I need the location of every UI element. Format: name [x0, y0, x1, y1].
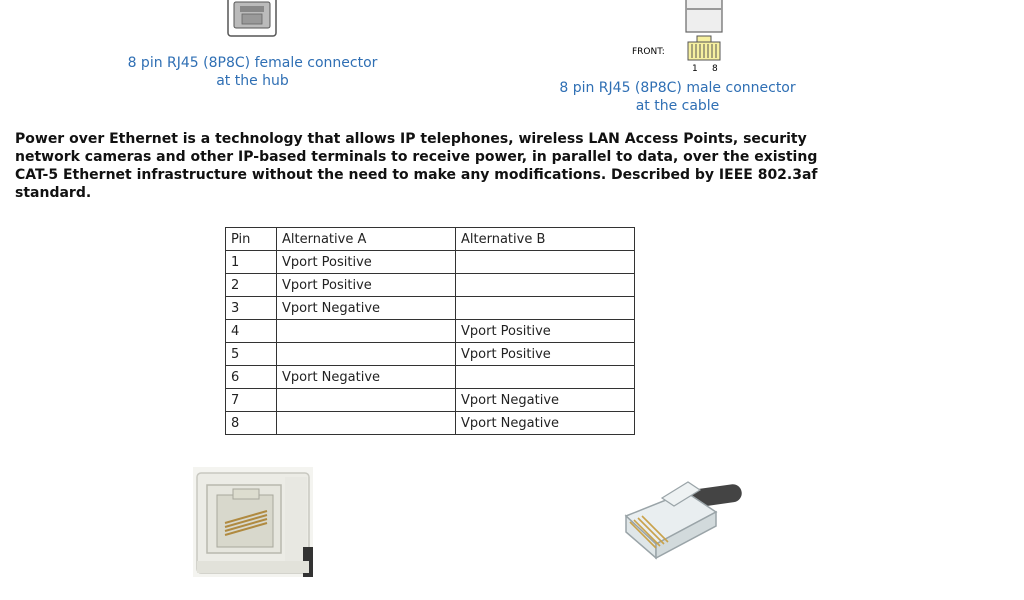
pin-assignment-table [225, 227, 635, 435]
cell-pin: 8 [226, 412, 277, 435]
female-connector-caption [110, 54, 395, 90]
cell-alt-a: Vport Positive [277, 251, 456, 274]
cell-alt-a: Vport Positive [277, 274, 456, 297]
poe-description: Power over Ethernet is a technology that allows IP telephones, wireless LAN Access Points, security network cameras and other IP-based terminals to receive power, in parallel to data, over the existing CAT-5 Ethernet infrastructure without the need to make any modifications. Described by IEEE 802.3af standard. [15, 131, 818, 201]
cell-alt-a: Vport Negative [277, 297, 456, 320]
table-header-row [226, 228, 635, 251]
header-pin: Pin [226, 228, 277, 251]
cell-alt-b: Vport Negative [456, 389, 635, 412]
cell-pin: 1 [226, 251, 277, 274]
female-caption-line2: at the hub [216, 73, 289, 89]
table-row [226, 412, 635, 435]
male-caption-line1: 8 pin RJ45 (8P8C) male connector [559, 80, 796, 96]
cell-pin: 4 [226, 320, 277, 343]
cell-alt-b [456, 251, 635, 274]
cell-alt-a [277, 343, 456, 366]
cell-alt-b: Vport Positive [456, 320, 635, 343]
table-row [226, 274, 635, 297]
pin-label-first: 1 [692, 64, 698, 74]
header-alternative-b: Alternative B [456, 228, 635, 251]
table-row [226, 343, 635, 366]
female-jack-photo-icon [193, 467, 313, 577]
cell-alt-a [277, 412, 456, 435]
female-caption-line1: 8 pin RJ45 (8P8C) female connector [127, 55, 378, 71]
cell-pin: 3 [226, 297, 277, 320]
cell-pin: 2 [226, 274, 277, 297]
cell-alt-a [277, 389, 456, 412]
front-label: FRONT: [632, 47, 665, 57]
cell-alt-a: Vport Negative [277, 366, 456, 389]
male-connector-diagram-icon [684, 0, 726, 64]
header-alternative-a: Alternative A [277, 228, 456, 251]
cell-alt-b: Vport Positive [456, 343, 635, 366]
cell-alt-b [456, 274, 635, 297]
cell-alt-a [277, 320, 456, 343]
table-row [226, 251, 635, 274]
male-plug-photo-icon [616, 472, 744, 562]
female-connector-diagram-icon [224, 0, 280, 40]
table-row [226, 297, 635, 320]
table-row [226, 389, 635, 412]
cell-pin: 7 [226, 389, 277, 412]
cell-alt-b: Vport Negative [456, 412, 635, 435]
male-connector-caption [535, 79, 820, 115]
table-row [226, 366, 635, 389]
table-row [226, 320, 635, 343]
cell-alt-b [456, 366, 635, 389]
pin-label-last: 8 [712, 64, 718, 74]
cell-pin: 6 [226, 366, 277, 389]
cell-pin: 5 [226, 343, 277, 366]
cell-alt-b [456, 297, 635, 320]
male-caption-line2: at the cable [635, 98, 720, 114]
